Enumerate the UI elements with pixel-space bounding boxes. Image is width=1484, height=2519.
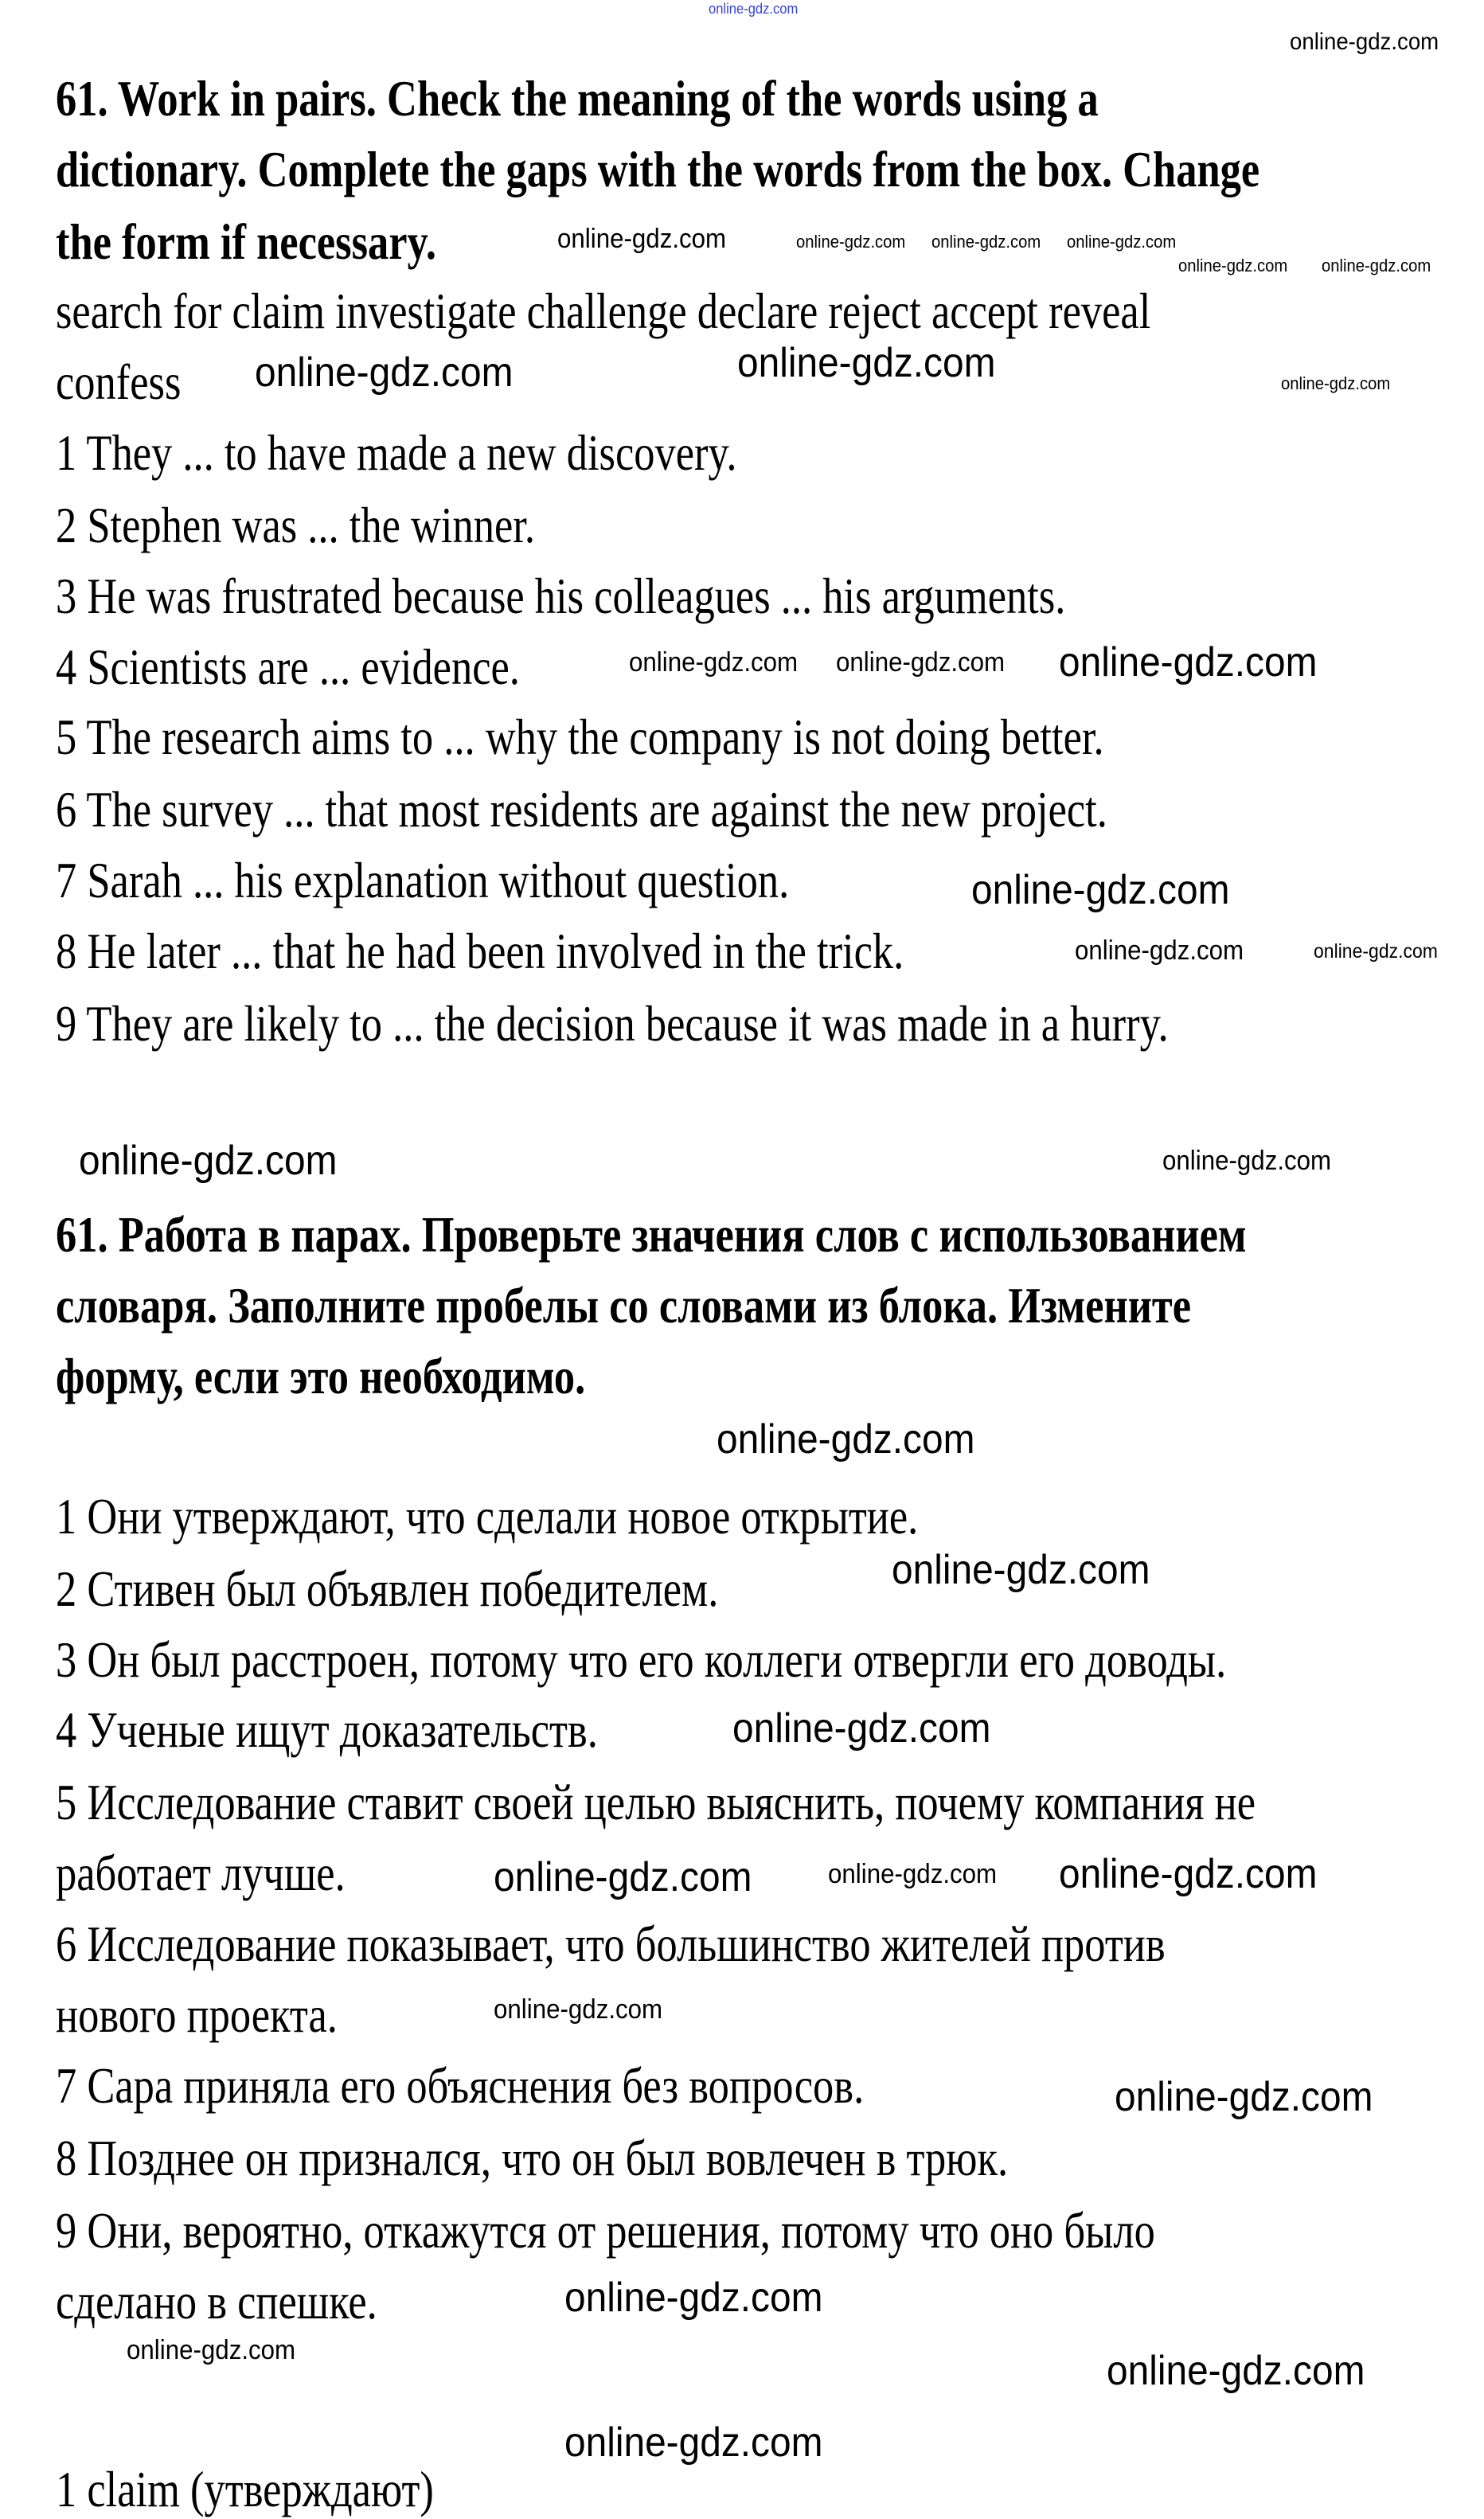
word-box: confess xyxy=(56,353,182,410)
watermark: online-gdz.com xyxy=(255,350,514,396)
watermark: online-gdz.com xyxy=(1281,373,1391,393)
exercise-heading: the form if necessary. xyxy=(56,213,437,270)
sentence: 6 The survey ... that most residents are against the new project. xyxy=(56,781,1107,838)
sentence: 9 They are likely to ... the decision because it was made in a hurry. xyxy=(56,995,1169,1052)
watermark: online-gdz.com xyxy=(836,647,1006,678)
watermark: online-gdz.com xyxy=(494,1854,752,1900)
watermark: online-gdz.com xyxy=(737,340,996,386)
exercise-heading: словаря. Заполните пробелы со словами из блока. Измените xyxy=(56,1277,1192,1334)
watermark: online-gdz.com xyxy=(1107,2348,1365,2394)
watermark: online-gdz.com xyxy=(629,647,799,678)
watermark: online-gdz.com xyxy=(732,1705,991,1752)
watermark: online-gdz.com xyxy=(971,867,1230,913)
watermark: online-gdz.com xyxy=(1115,2074,1373,2120)
watermark: online-gdz.com xyxy=(1322,256,1431,275)
watermark: online-gdz.com xyxy=(1314,940,1438,963)
sentence: 5 Исследование ставит своей целью выяснить, почему компания не xyxy=(56,1774,1256,1830)
watermark: online-gdz.com xyxy=(1290,29,1439,55)
watermark: online-gdz.com xyxy=(127,2335,296,2365)
watermark: online-gdz.com xyxy=(494,1994,663,2025)
sentence: 6 Исследование показывает, что большинство жителей против xyxy=(56,1916,1166,1972)
watermark: online-gdz.com xyxy=(796,232,906,252)
watermark: online-gdz.com xyxy=(79,1138,338,1184)
exercise-heading: 61. Work in pairs. Check the meaning of the words using a xyxy=(56,70,1099,127)
sentence: 3 Он был расстроен, потому что его коллеги отвергли его доводы. xyxy=(56,1631,1227,1688)
watermark: online-gdz.com xyxy=(1067,232,1177,252)
sentence: 9 Они, вероятно, откажутся от решения, потому что оно было xyxy=(56,2202,1155,2259)
answer: 1 claim (утверждают) xyxy=(56,2461,434,2517)
sentence: 7 Сара приняла его объяснения без вопросов. xyxy=(56,2057,865,2114)
watermark: online-gdz.com xyxy=(892,1547,1150,1593)
word-box: search for claim investigate challenge declare reject accept reveal xyxy=(56,283,1151,339)
exercise-heading: 61. Работа в парах. Проверьте значения слов с использованием xyxy=(56,1206,1247,1263)
exercise-heading: dictionary. Complete the gaps with the words from the box. Change xyxy=(56,141,1260,197)
sentence: 4 Scientists are ... evidence. xyxy=(56,639,520,695)
sentence: 5 The research aims to ... why the company is not doing better. xyxy=(56,709,1104,765)
sentence: работает лучше. xyxy=(56,1845,346,1901)
exercise-heading: форму, если это необходимо. xyxy=(56,1348,586,1404)
sentence: 4 Ученые ищут доказательств. xyxy=(56,1701,598,1758)
watermark: online-gdz.com xyxy=(709,1,799,17)
sentence: 1 Они утверждают, что сделали новое открытие. xyxy=(56,1488,919,1545)
sentence: 1 They ... to have made a new discovery. xyxy=(56,424,737,481)
sentence: 3 He was frustrated because his colleagues ... his arguments. xyxy=(56,568,1066,624)
sentence: 8 Позднее он признался, что он был вовлечен в трюк. xyxy=(56,2130,1009,2186)
watermark: online-gdz.com xyxy=(1162,1146,1332,1176)
watermark: online-gdz.com xyxy=(1059,1851,1318,1897)
watermark: online-gdz.com xyxy=(564,2419,823,2466)
watermark: online-gdz.com xyxy=(1059,639,1318,685)
sentence: 2 Stephen was ... the winner. xyxy=(56,497,535,553)
sentence: 2 Стивен был объявлен победителем. xyxy=(56,1560,719,1617)
watermark: online-gdz.com xyxy=(1178,256,1288,275)
sentence: 8 He later ... that he had been involved in the trick. xyxy=(56,923,904,979)
watermark: online-gdz.com xyxy=(828,1859,998,1889)
sentence: сделано в спешке. xyxy=(56,2273,377,2330)
watermark: online-gdz.com xyxy=(717,1416,975,1463)
watermark: online-gdz.com xyxy=(931,232,1041,252)
watermark: online-gdz.com xyxy=(557,224,727,254)
watermark: online-gdz.com xyxy=(1075,935,1244,966)
watermark: online-gdz.com xyxy=(564,2275,823,2321)
sentence: нового проекта. xyxy=(56,1986,338,2043)
sentence: 7 Sarah ... his explanation without question. xyxy=(56,852,790,908)
